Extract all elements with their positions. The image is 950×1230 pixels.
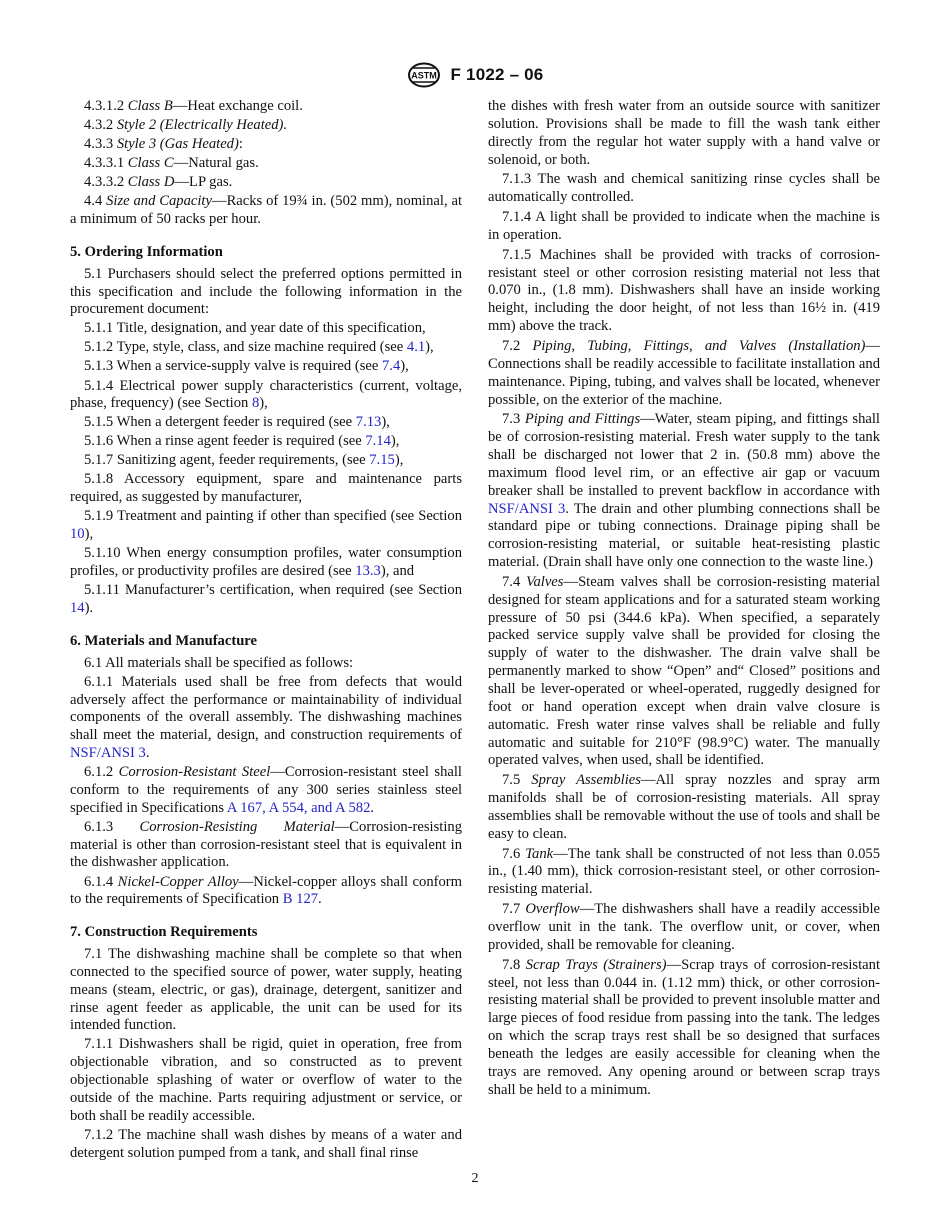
para-5-1-3: 5.1.3 When a service-supply valve is required (see 7.4), [84, 358, 409, 375]
ref-link[interactable]: 7.15 [369, 452, 395, 469]
ref-link[interactable]: 7.13 [355, 414, 382, 431]
ref-link[interactable]: 10 [70, 526, 85, 543]
para-5-1-5: 5.1.5 When a detergent feeder is required (see 7.13), [84, 414, 390, 431]
para-4-4: 4.4 Size and Capacity—Racks of 19¾ in. (502 mm), nominal, at a minimum of 50 racks per hour. [70, 193, 462, 227]
para-7-3: 7.3 Piping and Fittings—Water, steam piping, and fittings shall be of corrosion-resisting material. Fresh water supply to the tank shall be discharged not lower that 2 in. (50.8 mm) above the maximum flood level rim, or an effective air gap or vacuum breaker shall be installed to prevent backflow in accordance with NSF/ANSI 3. The drain and other plumbing connections shall be standard pipe or tubing connections. Drainage piping shall be corrosion-resisting material, or suitable heat-resisting plastic material. (Drain shall have only one connection to the waste line.) [488, 411, 881, 571]
para-4-3-3: 4.3.3 Style 3 (Gas Heated): [84, 136, 243, 153]
para-7-1-4: 7.1.4 A light shall be provided to indicate when the machine is in operation. [488, 209, 880, 243]
para-4-3-2: 4.3.2 Style 2 (Electrically Heated). [84, 117, 288, 134]
para-5-1-7: 5.1.7 Sanitizing agent, feeder requirements, (see 7.15), [84, 452, 404, 469]
ref-link[interactable]: A 167, A 554, and A 582 [226, 799, 371, 816]
section-heading-7: 7. Construction Requirements [70, 924, 258, 941]
ref-link[interactable]: NSF/ANSI 3 [488, 500, 566, 517]
para-7-2: 7.2 Piping, Tubing, Fittings, and Valves (Installation)—Connections shall be readily accessible to facilitate installation and maintenance. Piping, tubing, and valves shall be located, whenever possible, on the exterior of the machine. [488, 337, 881, 408]
para-5-1-8: 5.1.8 Accessory equipment, spare and maintenance parts required, as suggested by manufacturer, [70, 471, 462, 506]
para-6-1-3: 6.1.3 Corrosion-Resisting Material—Corrosion-resisting material is other than corrosion-resistant steel that is equivalent in the dishwasher application. [70, 818, 462, 871]
para-7-6: 7.6 Tank—The tank shall be constructed of not less than 0.055 in., (1.40 mm), thick corrosion-resistant steel, or other corrosion-resisting material. [488, 845, 880, 898]
para-4-3-1-2: 4.3.1.2 Class B—Heat exchange coil. [84, 98, 303, 114]
logo-text: ASTM [410, 70, 437, 81]
para-4-3-3-1: 4.3.3.1 Class C—Natural gas. [84, 155, 259, 172]
para-7-5: 7.5 Spray Assemblies—All spray nozzles and spray arm manifolds shall be of corrosion-resisting materials. All spray assemblies shall be removable without the use of tools and shall be easy to clean. [488, 772, 880, 842]
para-5-1-1: 5.1.1 Title, designation, and year date of this specification, [84, 320, 426, 337]
para-6-1-4: 6.1.4 Nickel-Copper Alloy—Nickel-copper alloys shall conform to the requirements of Specification B 127. [70, 873, 462, 908]
para-6-1: 6.1 All materials shall be specified as follows: [84, 654, 354, 671]
page-number: 2 [471, 1171, 479, 1186]
para-7-1-3: 7.1.3 The wash and chemical sanitizing rinse cycles shall be automatically controlled. [488, 171, 880, 206]
para-7-1-5: 7.1.5 Machines shall be provided with tracks of corrosion-resistant steel or other corrosion resisting material not less that 0.070 in., (1.8 mm). Dishwashers shall have an inside working height, including the door height, of not less than 16½ in. (419 mm) above the track. [488, 246, 880, 335]
para-5-1-11: 5.1.11 Manufacturer’s certification, when required (see Section 14). [70, 582, 462, 616]
ref-link[interactable]: NSF/ANSI 3 [70, 745, 146, 762]
para-4-3-3-2: 4.3.3.2 Class D—LP gas. [84, 174, 233, 191]
para-7-7: 7.7 Overflow—The dishwashers shall have a readily accessible overflow unit in the tank. The overflow unit, or cover, when provided, shall be removable for cleaning. [488, 901, 880, 953]
section-heading-6: 6. Materials and Manufacture [70, 632, 257, 649]
para-6-1-1: 6.1.1 Materials used shall be free from defects that would adversely affect the performance or maintainability of individual components of the overall assembly. The dishwashing machines shall meet the material, design, and construction requirements of NSF/ANSI 3. [70, 673, 462, 762]
document-id: F 1022 – 06 [450, 65, 544, 84]
ref-link[interactable]: B 127 [282, 891, 319, 908]
ref-link[interactable]: 4.1 [406, 339, 426, 356]
para-5-1-10: 5.1.10 When energy consumption profiles, water consumption profiles, or productivity profiles are desired (see 13.3), and [70, 545, 462, 580]
para-5-1-6: 5.1.6 When a rinse agent feeder is required (see 7.14), [84, 433, 400, 450]
left-column [70, 98, 462, 1164]
para-7-1-2: 7.1.2 The machine shall wash dishes by means of a water and detergent solution pumped from a tank, and shall final rinse [70, 1126, 462, 1161]
para-7-1: 7.1 The dishwashing machine shall be complete so that when connected to the specified source of power, water supply, heating means (steam, electric, or gas), drainage, detergent, sanitizer and rinse agent feeder as applicable, the unit can be used for its intended function. [70, 946, 462, 1034]
ref-link[interactable]: 7.14 [365, 433, 391, 450]
para-5-1-4: 5.1.4 Electrical power supply characteristics (current, voltage, phase, frequency) (see Section 8), [70, 377, 462, 412]
para-7-1-2-continued: the dishes with fresh water from an outside source with sanitizer solution. Provisions shall be made to fill the wash tank either directly from the regular hot water supply with a hand valve or solenoid, or both. [488, 98, 880, 168]
para-7-1-1: 7.1.1 Dishwashers shall be rigid, quiet in operation, free from objectionable vibration, and so constructed as to prevent objectionable splashing of water or overflow of water to the outside of the machine. Parts requiring adjustment or service, or both shall be readily accessible. [70, 1036, 462, 1124]
para-5-1-9: 5.1.9 Treatment and painting if other than specified (see Section 10), [70, 508, 462, 543]
para-7-8: 7.8 Scrap Trays (Strainers)—Scrap trays of corrosion-resistant steel, not less than 0.044 in. (1.12 mm) thick, or other corrosion-resisting material shall be provided to prevent insoluble matter and large pieces of food residue from passing into the tank. The ledges on which the scrap trays rest shall be so designed that surfaces beneath the ledges are easily accessible for cleaning when the trays are removed. Any opening around or between scrap trays shall be held to a minimum. [488, 956, 880, 1098]
ref-link[interactable]: 7.4 [382, 358, 401, 375]
section-heading-5: 5. Ordering Information [70, 243, 223, 260]
ref-link[interactable]: 14 [70, 599, 85, 616]
right-column [488, 98, 880, 1101]
astm-logo-icon [407, 62, 441, 88]
para-6-1-2: 6.1.2 Corrosion-Resistant Steel—Corrosion-resistant steel shall conform to the requirements of any 300 series stainless steel specified in Specifications A 167, A 554, and A 582. [70, 764, 462, 816]
para-5-1: 5.1 Purchasers should select the preferred options permitted in this specification and include the following information in the procurement document: [70, 265, 462, 318]
para-7-4: 7.4 Valves—Steam valves shall be corrosion-resisting material designed for steam applications and for a saturated steam working pressure of 50 psi (344.6 kPa). When specified, a separately packed service supply valve shall be provided for closing the supply of water to the dishwasher. The drain valve shall be permanently marked to show “Open” and“ Closed” positions and shall be lever-operated or wheel-operated, ruggedly designed for foot or hand operation except when drain valve closure is automatic. Fresh water rinse valves shall be reliable and fully automatic and suitable for 210°F (98.9°C) water. The manually operated valves, when used, shall be identified. [488, 573, 880, 769]
page-header [0, 62, 950, 92]
ref-link[interactable]: 8 [251, 395, 260, 412]
ref-link[interactable]: 13.3 [355, 563, 381, 580]
para-5-1-2: 5.1.2 Type, style, class, and size machine required (see 4.1), [84, 339, 434, 356]
